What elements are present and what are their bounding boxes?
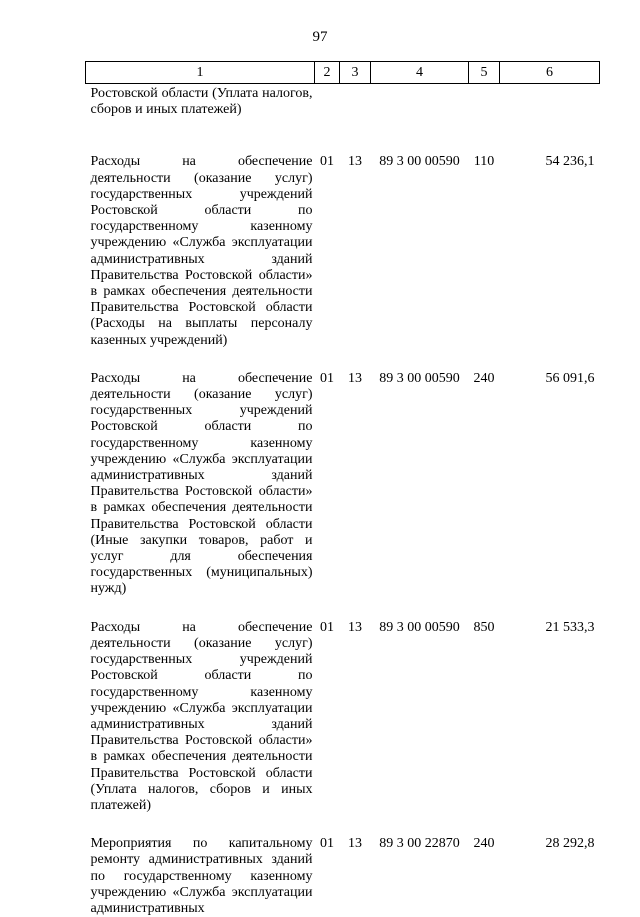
row-target-article: 89 3 00 00590 [379,619,460,635]
row-subsection-code [340,84,371,139]
row-expense-type [469,84,500,139]
row-section-code: 01 [320,836,334,852]
row-subsection-code: 13 [348,619,362,635]
row-subsection-code: 13 [348,154,362,170]
table-row [86,820,600,917]
row-description: Расходы на обеспечение деятельности (оказание услуг) государственных учреждений Ростовской области по государственному казенному учреждению «Служба эксплуатации административных зданий Правительства Ростовской области» в рамках обеспечения деятельности Правительства Ростовской области (Иные закупки товаров, работ и услуг для обеспечения государственных (муниципальных) нужд) [90,370,313,597]
row-target-article [371,84,469,139]
row-amount: 54 236,1 [545,154,595,170]
column-header-5: 5 [469,62,500,84]
row-description: Ростовской области (Уплата налогов, сборов и иных платежей) [90,86,313,118]
row-section-code: 01 [320,619,334,635]
row-amount: 28 292,8 [545,836,595,852]
row-target-article: 89 3 00 00590 [379,370,460,386]
row-expense-type: 850 [473,619,495,635]
row-subsection-code: 13 [348,836,362,852]
row-section-code [315,84,340,139]
row-expense-type: 240 [473,370,495,386]
row-target-article: 89 3 00 00590 [379,154,460,170]
table-row [86,138,600,354]
row-description: Мероприятия по капитальному ремонту административных зданий по государственному казенному учреждению «Служба эксплуатации административных [90,836,313,916]
row-amount: 56 091,6 [545,370,595,386]
row-expense-type: 110 [473,154,495,170]
row-description: Расходы на обеспечение деятельности (оказание услуг) государственных учреждений Ростовской области по государственному казенному учреждению «Служба эксплуатации административных зданий Правительства Ростовской области» в рамках обеспечения деятельности Правительства Ростовской области (Расходы на выплаты персоналу казенных учреждений) [90,154,313,348]
row-section-code: 01 [320,370,334,386]
column-header-3: 3 [340,62,371,84]
table-row [86,604,600,820]
row-amount [500,84,600,139]
budget-table [85,61,600,917]
row-subsection-code: 13 [348,370,362,386]
row-target-article: 89 3 00 22870 [379,836,460,852]
column-header-1: 1 [86,62,315,84]
table-row [86,84,600,139]
row-description: Расходы на обеспечение деятельности (оказание услуг) государственных учреждений Ростовской области по государственному казенному учреждению «Служба эксплуатации административных зданий Правительства Ростовской области» в рамках обеспечения деятельности Правительства Ростовской области (Уплата налогов, сборов и иных платежей) [90,619,313,813]
table-header-row [86,62,600,84]
column-header-4: 4 [371,62,469,84]
table-row [86,355,600,604]
page-number: 97 [312,29,328,45]
row-section-code: 01 [320,154,334,170]
row-amount: 21 533,3 [545,619,595,635]
column-header-2: 2 [315,62,340,84]
column-header-6: 6 [500,62,600,84]
row-expense-type: 240 [473,836,495,852]
